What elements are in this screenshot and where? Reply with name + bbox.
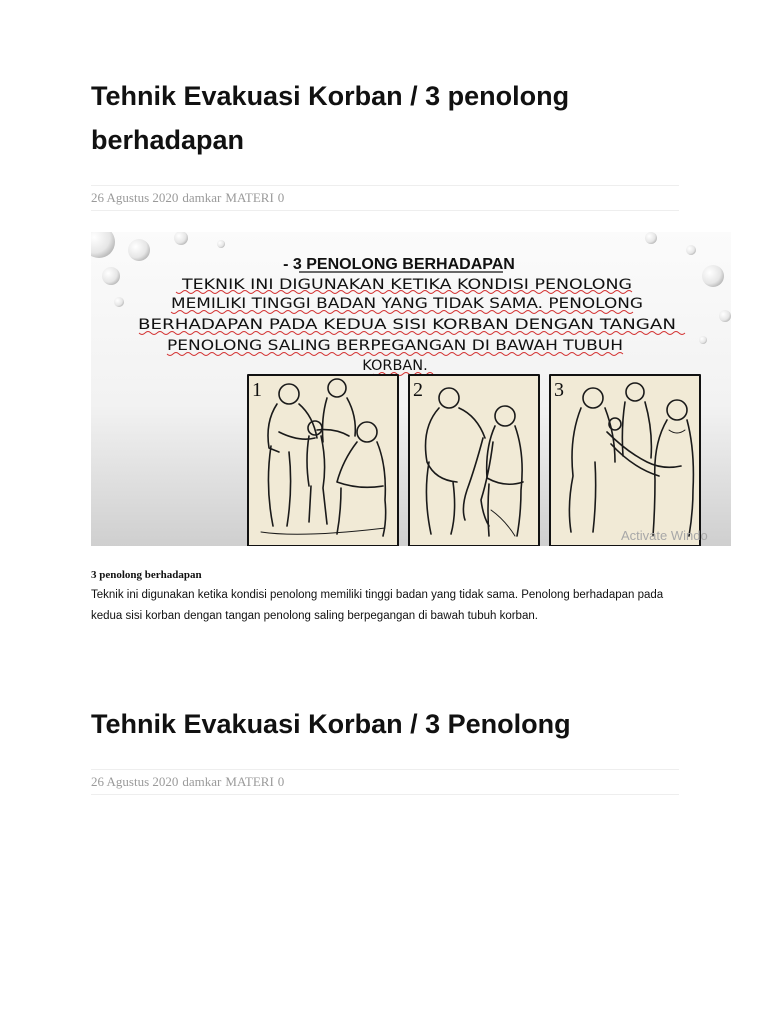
post-meta — [91, 769, 679, 795]
post-title[interactable]: Tehnik Evakuasi Korban / 3 Penolong — [91, 709, 571, 739]
slide-text-line: MEMILIKI TINGGI BADAN YANG TIDAK SAMA. PENOLONG — [171, 296, 643, 312]
post-author[interactable]: damkar — [182, 774, 222, 789]
panel-number: 1 — [252, 379, 262, 401]
activate-windows-watermark: Activate Windo — [621, 528, 708, 543]
panel-2 — [409, 375, 539, 546]
panel-1 — [248, 375, 398, 546]
illustration-panels — [248, 375, 700, 546]
slide-text-line: BERHADAPAN PADA KEDUA SISI KORBAN DENGAN TANGAN — [138, 317, 676, 333]
slide-text-line: TEKNIK INI DIGUNAKAN KETIKA KONDISI PENOLONG — [180, 277, 632, 293]
post-meta — [91, 185, 679, 211]
post-comments-count[interactable]: 0 — [277, 774, 285, 789]
slide-text-line: KORBAN. — [362, 358, 428, 374]
panel-3 — [550, 375, 700, 546]
post-category[interactable]: MATERI — [225, 190, 274, 205]
post-author[interactable]: damkar — [182, 190, 222, 205]
post-title[interactable]: Tehnik Evakuasi Korban / 3 penolong berhadapan — [91, 81, 570, 155]
slide-image — [91, 232, 731, 546]
slide-text-line: PENOLONG SALING BERPEGANGAN DI BAWAH TUBUH — [167, 338, 623, 354]
slide-heading: - 3 PENOLONG BERHADAPAN — [283, 256, 515, 273]
panel-number: 3 — [554, 379, 564, 401]
post-comments-count[interactable]: 0 — [277, 190, 285, 205]
caption-body: Teknik ini digunakan ketika kondisi penolong memiliki tinggi badan yang tidak sama. Penolong berhadapan pada kedua sisi korban dengan tangan penolong saling berpegangan di bawah tubuh korban. — [91, 589, 664, 622]
post-date[interactable]: 26 Agustus 2020 — [91, 190, 179, 205]
caption-heading: 3 penolong berhadapan — [91, 569, 202, 581]
post-date[interactable]: 26 Agustus 2020 — [91, 774, 179, 789]
panel-number: 2 — [413, 379, 423, 401]
post-category[interactable]: MATERI — [225, 774, 274, 789]
